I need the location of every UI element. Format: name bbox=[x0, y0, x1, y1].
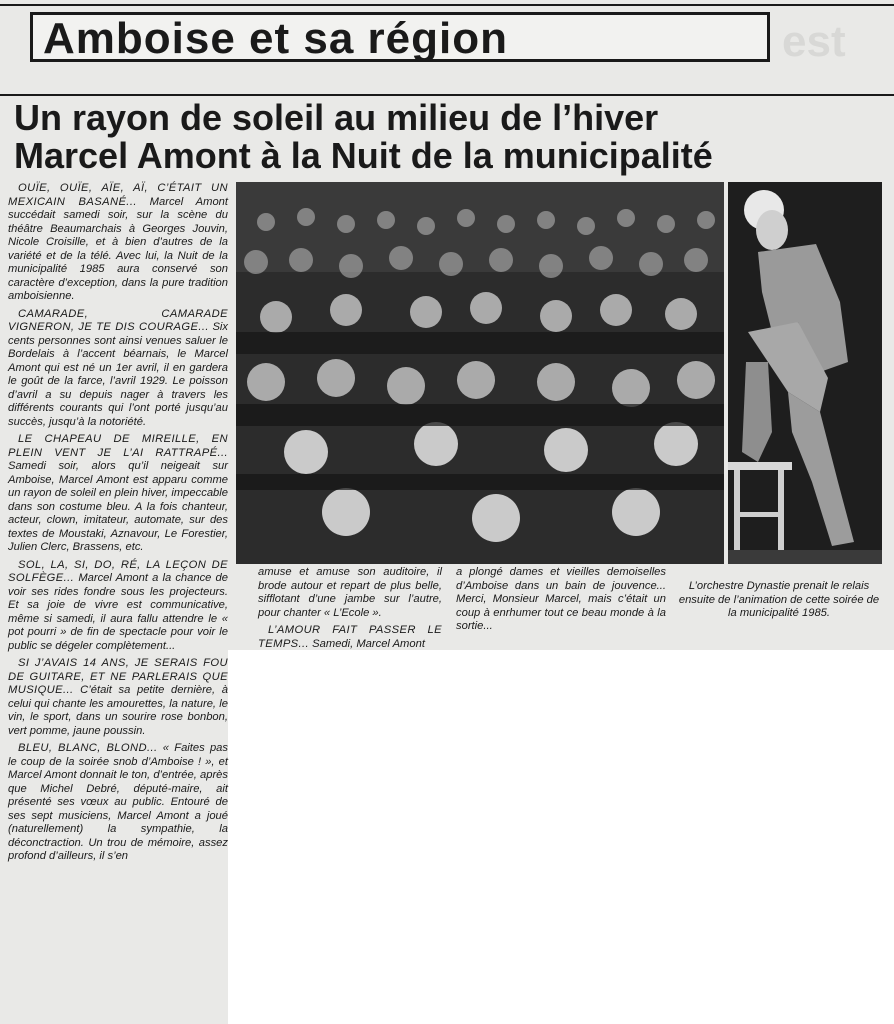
photo-caption: L’orchestre Dynastie prenait le relais ensuite de l’animation de cette soirée de la municipalité 1985. bbox=[678, 580, 880, 619]
section-title: Amboise et sa région bbox=[43, 14, 509, 63]
stage-photo bbox=[728, 182, 882, 564]
continuation-lead: L’AMOUR FAIT PASSER LE TEMPS... bbox=[258, 624, 442, 650]
body-paragraph-5 bbox=[8, 657, 228, 738]
paragraph-text: Samedi soir, alors qu’il neigeait sur Amboise, Marcel Amont est apparu comme un rayon de soleil en plein hiver, impeccable dans son costume bleu. A la fois chanteur, acteur, clown, imitateur, automate, sur des textes de Moustaki, Aznavour, Le Forestier, Julien Clerc, Brassens, etc. bbox=[8, 460, 228, 553]
body-column bbox=[8, 182, 228, 868]
audience-photo bbox=[236, 182, 724, 564]
continuation-column-1 bbox=[258, 566, 442, 651]
headline-line-2: Marcel Amont à la Nuit de la municipalité bbox=[14, 135, 713, 176]
paragraph-lead: BLEU, BLANC, BLOND... bbox=[18, 742, 158, 754]
paragraph-lead: CAMARADE, CAMARADE VIGNERON, JE TE DIS COURAGE... bbox=[8, 307, 228, 333]
continuation-text: amuse et amuse son auditoire, il brode autour et repart de plus belle, sifflotant d’une jambe sur l’autre, pour chanter « L’Ecole ». bbox=[258, 566, 442, 619]
body-paragraph-2 bbox=[8, 308, 228, 430]
header-rule bbox=[0, 94, 894, 96]
body-paragraph-4 bbox=[8, 559, 228, 654]
paragraph-lead: LE CHAPEAU DE MIREILLE, EN PLEIN VENT JE L’AI RATTRAPÉ... bbox=[8, 433, 228, 459]
headline-line-1: Un rayon de soleil au milieu de l’hiver bbox=[14, 97, 659, 138]
paragraph-text: « Faites pas le coup de la soirée snob d’Amboise ! », et Marcel Amont donnait le ton, d’entrée, après que Michel Debré, député-maire, ait présenté ses vœux au public. Entouré de ses sept musiciens, Marcel Amont a joué (naturellement) la sympathie, la déconctraction. Un trou de mémoire, assez profond d’ailleurs, il s’en bbox=[8, 742, 228, 862]
body-paragraph-3 bbox=[8, 433, 228, 555]
paragraph-lead: SI J’AVAIS 14 ANS, JE SERAIS FOU DE GUITARE, ET NE PARLERAIS QUE MUSIQUE... bbox=[8, 657, 228, 696]
continuation-lead-line bbox=[258, 624, 442, 651]
section-banner bbox=[30, 12, 770, 62]
paragraph-text: Six cents personnes sont ainsi venues saluer le Bordelais à l’accent béarnais, le Marcel Amont qui est né un 1er avril, il en gardera le goût de la farce, l’avril 1929. Le poisson d’avril a su depuis nager à travers les différents courants qui l’ont porté jusqu’au succès, jusqu’à la notoriété. bbox=[8, 321, 229, 428]
body-paragraph-6 bbox=[8, 742, 228, 864]
body-paragraph-1 bbox=[8, 182, 228, 304]
bleed-through-text: est bbox=[782, 17, 846, 66]
continuation-column-2: a plongé dames et vieilles demoiselles d’Amboise dans un bain de jouvence... Merci, Monsieur Marcel, mais c’était un coup à enrhumer tout ce beau monde à la sortie... bbox=[456, 566, 666, 632]
paragraph-text: Marcel Amont succédait samedi soir, sur la scène du théâtre Beaumarchais à Georges Jouvin, Nicole Croisille, et à bien d’autres de la variété et de la télé. Avec lui, la Nuit de la municipalité 1985 aura conservé son caractère d’exception, dans la pure tradition amboisienne. bbox=[8, 195, 229, 302]
paragraph-text: Marcel Amont a la chance de voir ses rides fondre sous les projecteurs. Et sa joie de vivre est communicative, même si samedi, il aura fallu attendre le « pot pourri » de fin de spectacle pour voir le public se dégeler complètement... bbox=[8, 572, 228, 652]
paragraph-text: C’était sa petite dernière, à celui qui chante les amourettes, la nature, le vin, le sport, dans un sourire rose bonbon, vert pomme, jaune poussin. bbox=[8, 684, 228, 737]
paragraph-lead: SOL, LA, SI, DO, RÉ, LA LEÇON DE SOLFÈGE... bbox=[8, 558, 228, 584]
top-rule bbox=[0, 4, 894, 6]
continuation-tail: Samedi, Marcel Amont bbox=[309, 637, 425, 650]
paragraph-lead: OUÏE, OUÏE, AÏE, AÏ, C’ÉTAIT UN MEXICAIN BASANÉ... bbox=[8, 182, 228, 208]
